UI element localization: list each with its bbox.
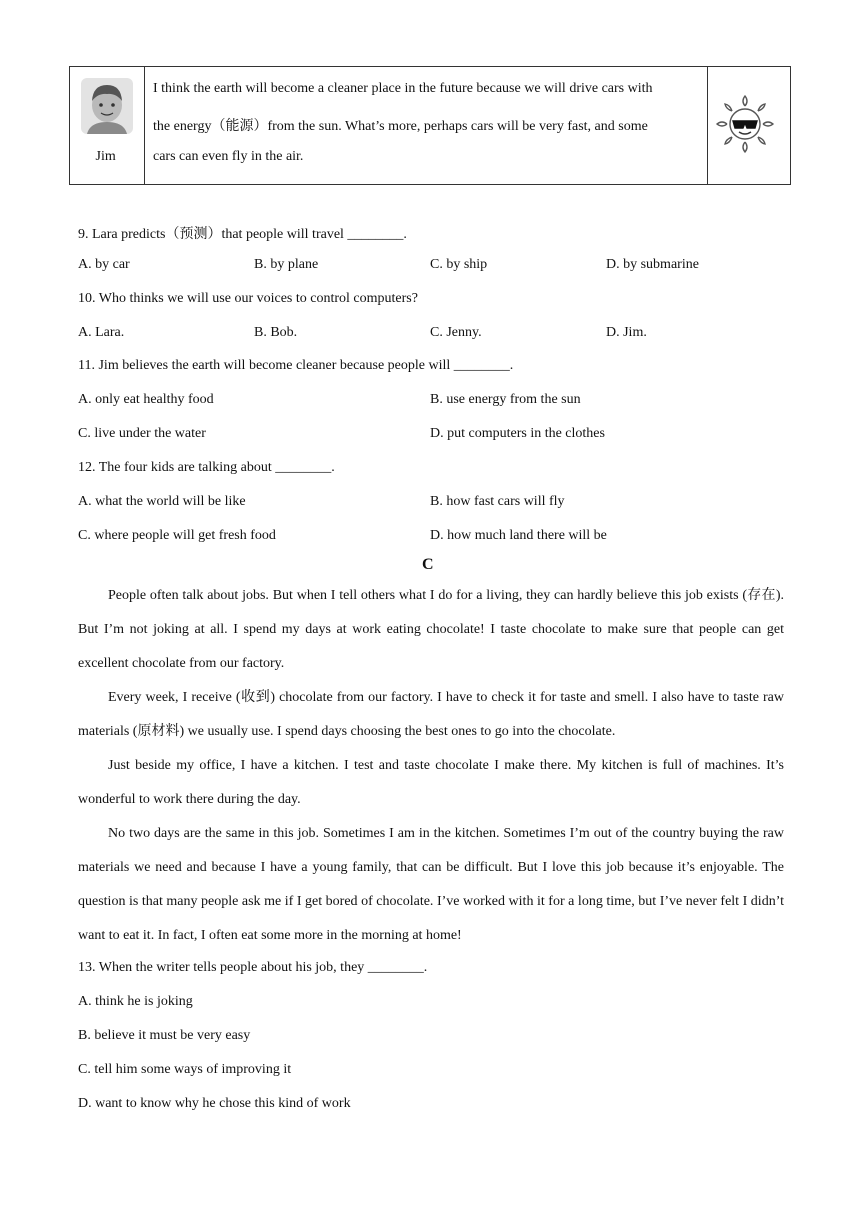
- statement-line: the energy（能源）from the sun. What’s more, perhaps cars will be very fast, and some: [153, 119, 648, 134]
- q9-option-d[interactable]: D. by submarine: [606, 257, 699, 272]
- q10-option-c[interactable]: C. Jenny.: [430, 325, 482, 340]
- sun-with-sunglasses-icon: [708, 67, 790, 179]
- kid-statement: [145, 67, 708, 185]
- passage-paragraph: Every week, I receive (收到) chocolate from our factory. I have to check it for taste and smell. I also have to taste raw materials (原材料) we usually use. I spend days choosing the best ones to go into the chocolate.: [78, 690, 784, 739]
- q10-option-d[interactable]: D. Jim.: [606, 325, 647, 340]
- q11-option-b[interactable]: B. use energy from the sun: [430, 392, 581, 407]
- q11-option-a[interactable]: A. only eat healthy food: [78, 392, 214, 407]
- q10-option-b[interactable]: B. Bob.: [254, 325, 298, 340]
- q12-option-c[interactable]: C. where people will get fresh food: [78, 528, 276, 543]
- question-12-stem: 12. The four kids are talking about ________.: [78, 460, 335, 475]
- q13-option-b[interactable]: B. believe it must be very easy: [78, 1028, 251, 1043]
- q11-option-c[interactable]: C. live under the water: [78, 426, 206, 441]
- q13-option-c[interactable]: C. tell him some ways of improving it: [78, 1062, 292, 1077]
- avatar-cell: [70, 67, 145, 185]
- passage-paragraph: People often talk about jobs. But when I tell others what I do for a living, they can hardly believe this job exists (存在). But I’m not joking at all. I spend my days at work eating chocolate! I taste chocolate to make sure that people can get excellent chocolate from our factory.: [78, 588, 784, 671]
- q13-option-a[interactable]: A. think he is joking: [78, 994, 193, 1009]
- q11-option-d[interactable]: D. put computers in the clothes: [430, 426, 605, 441]
- q10-option-a[interactable]: A. Lara.: [78, 325, 125, 340]
- q12-option-d[interactable]: D. how much land there will be: [430, 528, 607, 543]
- passage: [78, 579, 784, 953]
- question-9-stem: 9. Lara predicts（预测）that people will travel ________.: [78, 227, 407, 242]
- q9-option-b[interactable]: B. by plane: [254, 257, 319, 272]
- q13-option-d[interactable]: D. want to know why he chose this kind of work: [78, 1096, 351, 1111]
- question-13-stem: 13. When the writer tells people about his job, they ________.: [78, 960, 428, 975]
- passage-paragraph: No two days are the same in this job. Sometimes I am in the kitchen. Sometimes I’m out of the country buying the raw materials we need and because I have a young family, that can be difficult. But I love this job because it’s enjoyable. The question is that many people ask me if I get bored of chocolate. I’ve worked with it for a long time, but I’ve never felt I didn’t want to eat it. In fact, I often eat some more in the morning at home!: [78, 826, 784, 943]
- kid-name: Jim: [95, 148, 116, 164]
- q12-option-b[interactable]: B. how fast cars will fly: [430, 494, 565, 509]
- passage-paragraph: Just beside my office, I have a kitchen. I test and taste chocolate I make there. My kitchen is full of machines. It’s wonderful to work there during the day.: [78, 758, 784, 807]
- question-10-stem: 10. Who thinks we will use our voices to control computers?: [78, 291, 418, 306]
- section-c-heading: C: [422, 556, 434, 573]
- q9-option-a[interactable]: A. by car: [78, 257, 130, 272]
- sun-cell: [708, 67, 791, 185]
- kid-table: [69, 66, 791, 185]
- q12-option-a[interactable]: A. what the world will be like: [78, 494, 246, 509]
- statement-line: I think the earth will become a cleaner place in the future because we will drive cars with: [153, 81, 653, 96]
- statement-line: cars can even fly in the air.: [153, 149, 304, 164]
- question-11-stem: 11. Jim believes the earth will become cleaner because people will ________.: [78, 358, 514, 373]
- q9-option-c[interactable]: C. by ship: [430, 257, 488, 272]
